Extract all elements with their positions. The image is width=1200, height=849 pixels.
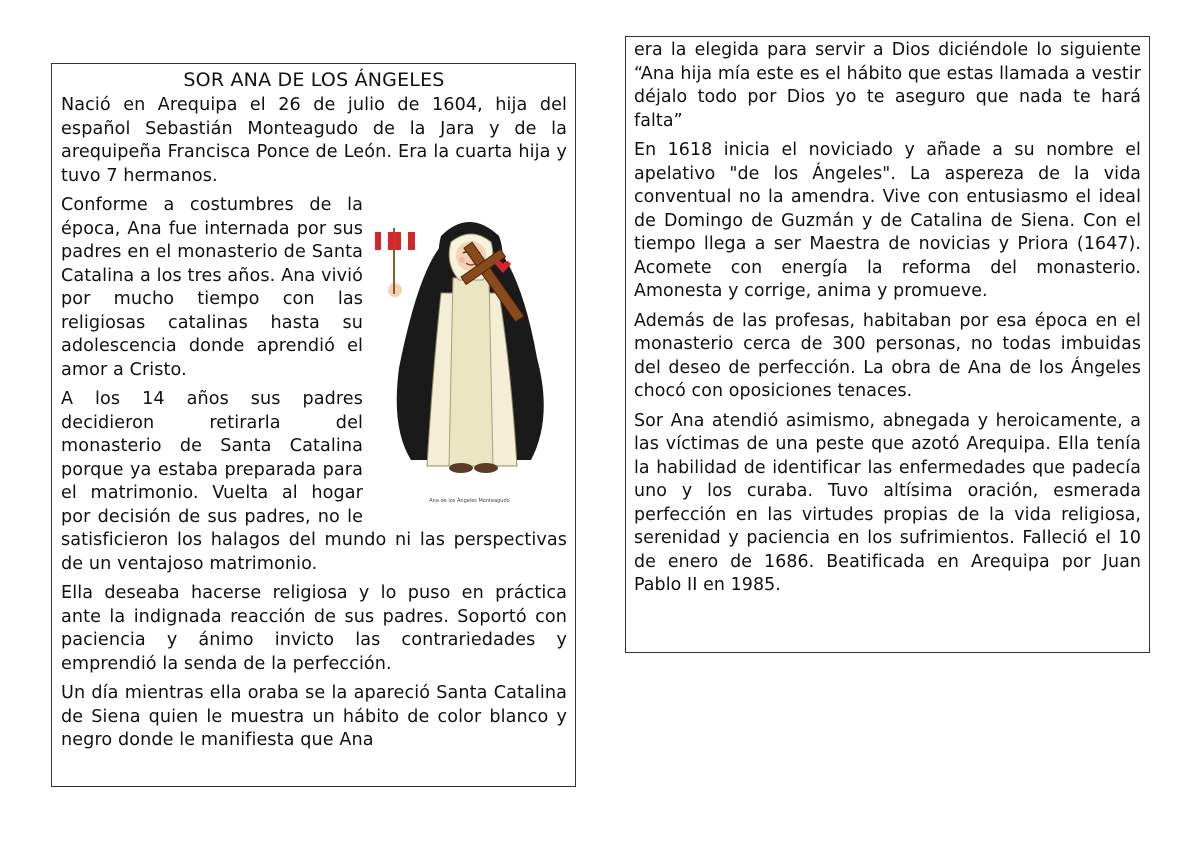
- figure-caption: Ana de los Ángeles Monteagudo: [429, 498, 510, 504]
- article-title: SOR ANA DE LOS ÁNGELES: [183, 69, 445, 91]
- nun-image: [371, 198, 568, 498]
- nun-illustration: [371, 198, 568, 512]
- right-column: [625, 36, 1150, 653]
- paragraph-monastery: Además de las profesas, habitaban por esa época en el monasterio cerca de 300 personas, no todas imbuidas del deseo de perfección. La obra de Ana de los Ángeles chocó con oposiciones tenaces.: [634, 310, 1141, 401]
- paragraph-apparition: Un día mientras ella oraba se la apareció Santa Catalina de Siena quien le muestra un hábito de color blanco y negro donde le manifiesta que Ana: [61, 683, 567, 750]
- paragraph-birth: Nació en Arequipa el 26 de julio de 1604, hija del español Sebastián Monteagudo de la Jara y de la arequipeña Francisca Ponce de León. Era la cuarta hija y tuvo 7 hermanos.: [61, 95, 567, 186]
- paragraph-vocation: Ella deseaba hacerse religiosa y lo puso en práctica ante la indignada reacción de sus padres. Soportó con paciencia y ánimo invicto las contrariedades y emprendió la senda de la perfección.: [61, 583, 567, 674]
- paragraph-plague: Sor Ana atendió asimismo, abnegada y heroicamente, a las víctimas de una peste que azotó Arequipa. Ella tenía la habilidad de identificar las enfermedades que padecía uno y los curaba. Tuvo altísima oración, esmerada perfección en las virtudes propias de la vida religiosa, serenidad y paciencia en los sufrimientos. Falleció el 10 de enero de 1686. Beatificada en Arequipa por Juan Pablo II en 1985.: [634, 410, 1141, 595]
- paragraph-habit-call: era la elegida para servir a Dios diciéndole lo siguiente “Ana hija mía este es el hábito que estas llamada a vestir déjalo todo por Dios yo te aseguro que nada te hará falta”: [634, 40, 1141, 131]
- paragraph-novitiate: En 1618 inicia el noviciado y añade a su nombre el apelativo "de los Ángeles". La aspereza de la vida conventual no la amendra. Vive con entusiasmo el ideal de Domingo de Guzmán y de Catalina de Siena. Con el tiempo llega a ser Maestra de novicias y Priora (1647). Acomete con energía la reforma del monasterio. Amonesta y corrige, anima y promueve.: [634, 140, 1141, 301]
- paragraph-internment: Conforme a costumbres de la época, Ana fue internada por sus padres en el monasterio de Santa Catalina a los tres años. Ana vivió por mucho tiempo con las religiosas catalinas hasta su adolescencia donde aprendió el amor a Cristo.: [61, 195, 363, 380]
- paragraph-withdrawal: A los 14 años sus padres decidieron retirarla del monasterio de Santa Catalina porque ya estaba preparada para el matrimonio. Vuelta al hogar por decisión de sus padres, no le satisficieron los halagos del mundo ni las perspectivas de un ventajoso matrimonio.: [61, 389, 567, 574]
- left-column: [51, 63, 576, 787]
